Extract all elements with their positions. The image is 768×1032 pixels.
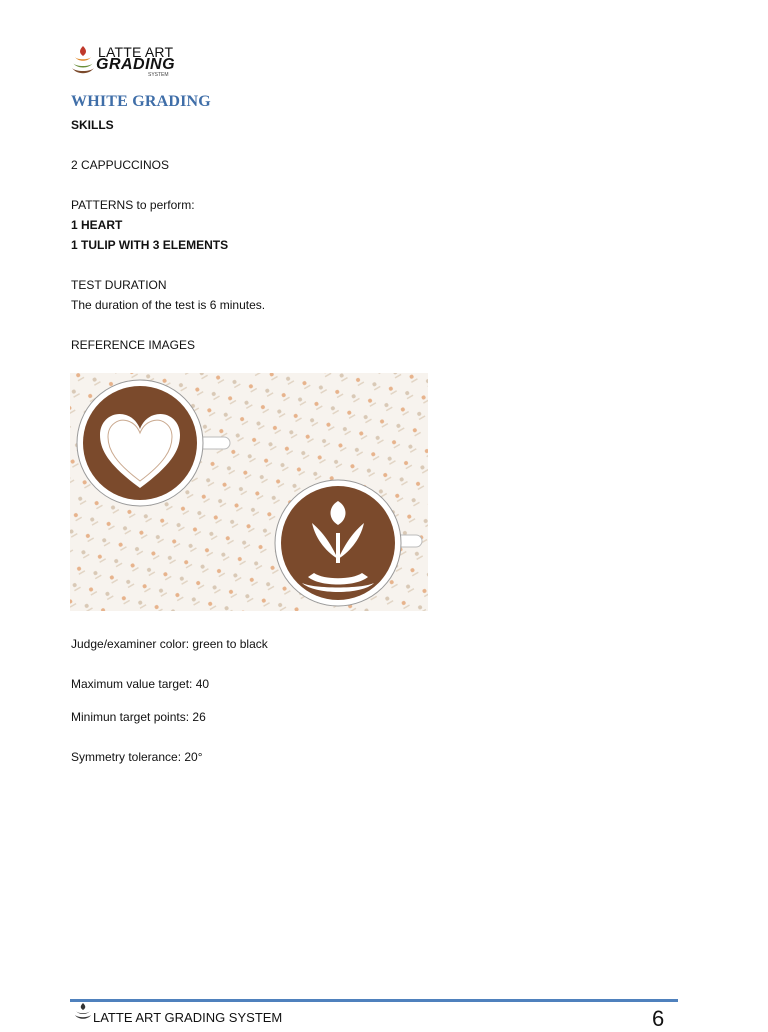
skills-heading: SKILLS bbox=[71, 118, 114, 132]
latte-art-grading-logo bbox=[70, 42, 180, 78]
duration-label: TEST DURATION bbox=[71, 278, 167, 292]
patterns-label: PATTERNS to perform: bbox=[71, 198, 195, 212]
logo-text-sub: SYSTEM bbox=[148, 72, 169, 78]
pattern-item-heart: 1 HEART bbox=[71, 218, 123, 232]
duration-text: The duration of the test is 6 minutes. bbox=[71, 298, 266, 312]
min-points-text: Minimun target points: 26 bbox=[71, 710, 206, 724]
footer-logo-icon bbox=[73, 1002, 93, 1022]
reference-image bbox=[70, 373, 428, 611]
page-title: WHITE GRADING bbox=[71, 93, 211, 110]
logo-cup-icon bbox=[70, 44, 96, 76]
page-number: 6 bbox=[652, 1006, 665, 1031]
judge-color-text: Judge/examiner color: green to black bbox=[71, 637, 268, 651]
pattern-item-tulip: 1 TULIP WITH 3 ELEMENTS bbox=[71, 238, 229, 252]
footer-title: LATTE ART GRADING SYSTEM bbox=[93, 1010, 283, 1025]
footer-divider bbox=[70, 999, 678, 1002]
symmetry-text: Symmetry tolerance: 20° bbox=[71, 750, 203, 764]
reference-images-label: REFERENCE IMAGES bbox=[71, 338, 196, 352]
cappuccinos-text: 2 CAPPUCCINOS bbox=[71, 158, 170, 172]
logo-text-top: LATTE ART bbox=[98, 44, 174, 60]
logo-text-main: GRADING bbox=[96, 56, 176, 73]
max-value-text: Maximum value target: 40 bbox=[71, 677, 210, 691]
